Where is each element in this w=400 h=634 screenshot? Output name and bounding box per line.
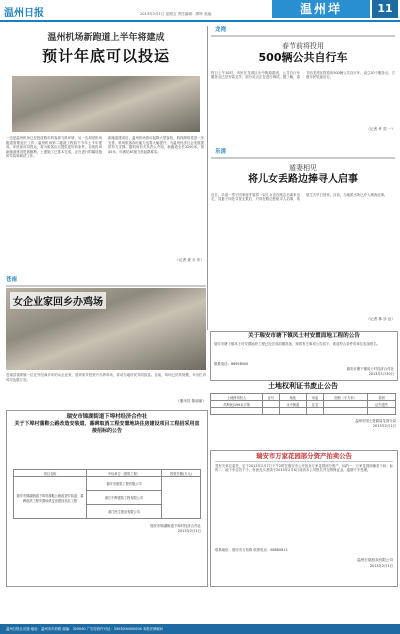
title-rule (215, 461, 393, 462)
table-cell (279, 408, 307, 414)
article-byline: （记者 林 乐 达） (366, 316, 395, 321)
page-number (372, 0, 398, 18)
notice-signature: 瑞安市锦湖街道下埠村经济合作社 (150, 524, 201, 529)
article-bikes (211, 26, 395, 146)
footer-bar (0, 624, 400, 634)
article-kicker: 遁妻相见 (289, 163, 317, 172)
notice-title: 瑞安市万家花园部分资产拍卖公告 (256, 452, 352, 460)
footer-text: 温州日报社出版 地址：温州市市府路 邮编：325000 广告经营许可证：3303004000004 本报法律顾问 (6, 627, 164, 631)
table-header-row (211, 394, 396, 401)
table-cell (263, 401, 280, 408)
table-cell (263, 408, 280, 414)
header-rule (0, 20, 400, 22)
article-byline: （通讯员 陈丽丽） (176, 399, 206, 403)
table-cell: 住宅 (307, 401, 324, 408)
notice-body: 受有关单位委托，定于2013年2月7日下午2时在瑞安市公开拍卖万家花园部分资产，标的一：万家花园商铺若干间；标的二：地下车位若干个。有意竞买者请于2013年2月6日前到本公司报名并交纳保证金，逾期不予受理。 (215, 463, 393, 473)
region-bar (211, 35, 395, 37)
notice-title: 关于瑞安市塘下镇凤士村安置面地工程的公告 (248, 333, 360, 339)
article-chicken-farm (6, 276, 206, 408)
notice-signature: 温州市国土资源局龙湾分局 (355, 418, 396, 423)
masthead-logo (4, 1, 54, 17)
notice-company: 温州宏瑞拍卖有限公司 (357, 557, 393, 562)
phone-value: 66958000 (230, 362, 249, 366)
table-cell: 苏利民(1991)字第 (211, 401, 263, 408)
article-body-left: 一边是温州机场已经投放数年的客源飞机环境，另一边却是机场跑道需要延长工作。温州机场第二跑道工程将于今年上半年建成，年底前可以投运，将为旅客出行提供更好的条件。目前机场新跑道建设进展顺利，土建施工已基本完成，正在进行附属设施的安装和调试工作。 (6, 136, 102, 159)
table-header-row (14, 470, 201, 477)
table-cell: 浙江中辉建筑工程有限公司 (87, 491, 162, 505)
article-airport (6, 26, 206, 272)
notice-publisher: 瑞安市锦湖街道下埠村经济合作社 (66, 414, 148, 420)
article-body-right: 新跑道建成后，温州机场将可起降大型客机，航线网络将进一步完善，机场旅客吞吐能力也将大幅提升，为温州经济社会发展提供有力支撑。据机场有关负责人介绍，新跑道全长3200米，宽45米，可满足4E级飞机起降要求。 (108, 136, 204, 154)
article-headline: 预计年底可以投运 (41, 47, 170, 65)
phone-label: 联系电话： (214, 362, 231, 366)
article-headline: 将儿女丢路边捧寻人启事 (248, 173, 358, 185)
paper-name: 温州日报 (4, 8, 44, 19)
notice-contact: 联系地址：瑞安市万松路 联系电话：66880813 (215, 547, 288, 552)
notice-body (13, 437, 201, 467)
article-kicker: 春节前将投用 (282, 41, 324, 50)
table-cell (307, 408, 324, 414)
date-line: 2013年2月1日 星期五 责任编辑：缪珍 美编： (140, 12, 215, 16)
article-headline: 500辆公共自行车 (258, 50, 348, 64)
article-headline: 女企业家回乡办鸡场 (10, 292, 106, 309)
article-kicker: 温州机场新跑道上半年将建成 (47, 33, 165, 43)
table-cell (323, 401, 368, 408)
table-cell (162, 477, 201, 519)
region-label: 龙湾 (215, 27, 227, 33)
land-table (210, 393, 396, 415)
table-header: 中标单位（建筑工程） (87, 470, 162, 477)
table-header: 地址 (279, 394, 307, 401)
page-number-text: 11 (377, 2, 393, 15)
table-cell: 永中街道 (279, 401, 307, 408)
table-cell (368, 408, 396, 414)
table-row (211, 408, 396, 414)
auction-notice (210, 450, 398, 587)
notice-tender (6, 410, 208, 587)
article-photo (12, 76, 200, 132)
article-body: 近日，乐清一男子因家庭矛盾将一双儿女丢在路边后离家出走，其妻子四处寻找无果后，只得在路边张贴寻人启事，希望丈夫早日回家。目前，当地派出所已介入调查此事。 (211, 192, 388, 202)
table-header: 土地使用权人 (211, 394, 263, 401)
column-divider (207, 26, 208, 330)
region-label: 苍南 (6, 277, 18, 283)
notice-body: 瑞安市塘下镇凤士村安置地块工程已经完成前期准备，现将有关事项公告如下，欢迎符合条件的单位参加报名。 (214, 342, 381, 346)
table-header: 原因 (368, 394, 396, 401)
table-cell: 浙江民生建设有限公司 (87, 505, 162, 519)
table-cell (323, 408, 368, 414)
table-header: 用途 (307, 394, 324, 401)
table-header: 项目名称 (14, 470, 87, 477)
region-bar (6, 285, 206, 287)
region-bar (211, 157, 395, 159)
article-body: 昨日上午10时，市民在龙湾区永中街道看到，公共自行车服务点已经安装完毕，部分站点正在进行调试。据了解，春节前龙湾区将投用500辆公共自行车，设立20个服务点，方便市民短途出行。 (211, 70, 395, 80)
section-banner (272, 0, 370, 18)
land-certificate-notice (210, 381, 396, 447)
table-row (14, 477, 201, 491)
table-cell: 证书遗失 (368, 401, 396, 408)
table-header: 面积（平方米） (323, 394, 368, 401)
notice-date: 2013年2月1日 (372, 423, 396, 428)
table-row (211, 401, 396, 408)
section-title: 温州垟 (299, 2, 342, 16)
notice-date: 2013年2月1日 (369, 563, 393, 568)
table-header: 投资总额(万元) (162, 470, 201, 477)
article-byline: （记者 姜 永 东） (175, 258, 204, 262)
table-header: 证号 (263, 394, 280, 401)
notice-date: 2013年2月1日 (177, 529, 201, 534)
region-label: 乐清 (215, 149, 227, 155)
table-cell: 瑞安市建筑工程有限公司 (87, 477, 162, 491)
notice-relocation (210, 331, 398, 381)
notice-title: 关于下埠村蒲鞋公路改造安装道、墓碑取消工程安置地块住房建设项目工程招采用直接招标的公告 (14, 421, 200, 434)
table-cell (211, 408, 263, 414)
notice-title: 土地权利证书废止公告 (268, 382, 338, 390)
article-byline: （记者 许 奕 一） (366, 126, 395, 131)
notice-signature: 瑞安市塘下镇凤士村经济合作社 (346, 367, 394, 371)
tender-table (13, 469, 201, 519)
table-cell: 瑞安市锦湖街道下埠村蒲鞋公路改造安装道、墓碑取消工程安置地块住房建设项目工程 (14, 477, 87, 519)
article-lost-family (211, 148, 395, 328)
article-body: 苍南县钱库镇一位在外经商多年的女企业家，回到家乡投资兴办养鸡场，带动当地村民共同致富。目前，鸡场已初具规模，年出栏肉鸡可达数万羽。 (6, 373, 206, 382)
notice-date: 2013年1月30日 (368, 372, 394, 376)
